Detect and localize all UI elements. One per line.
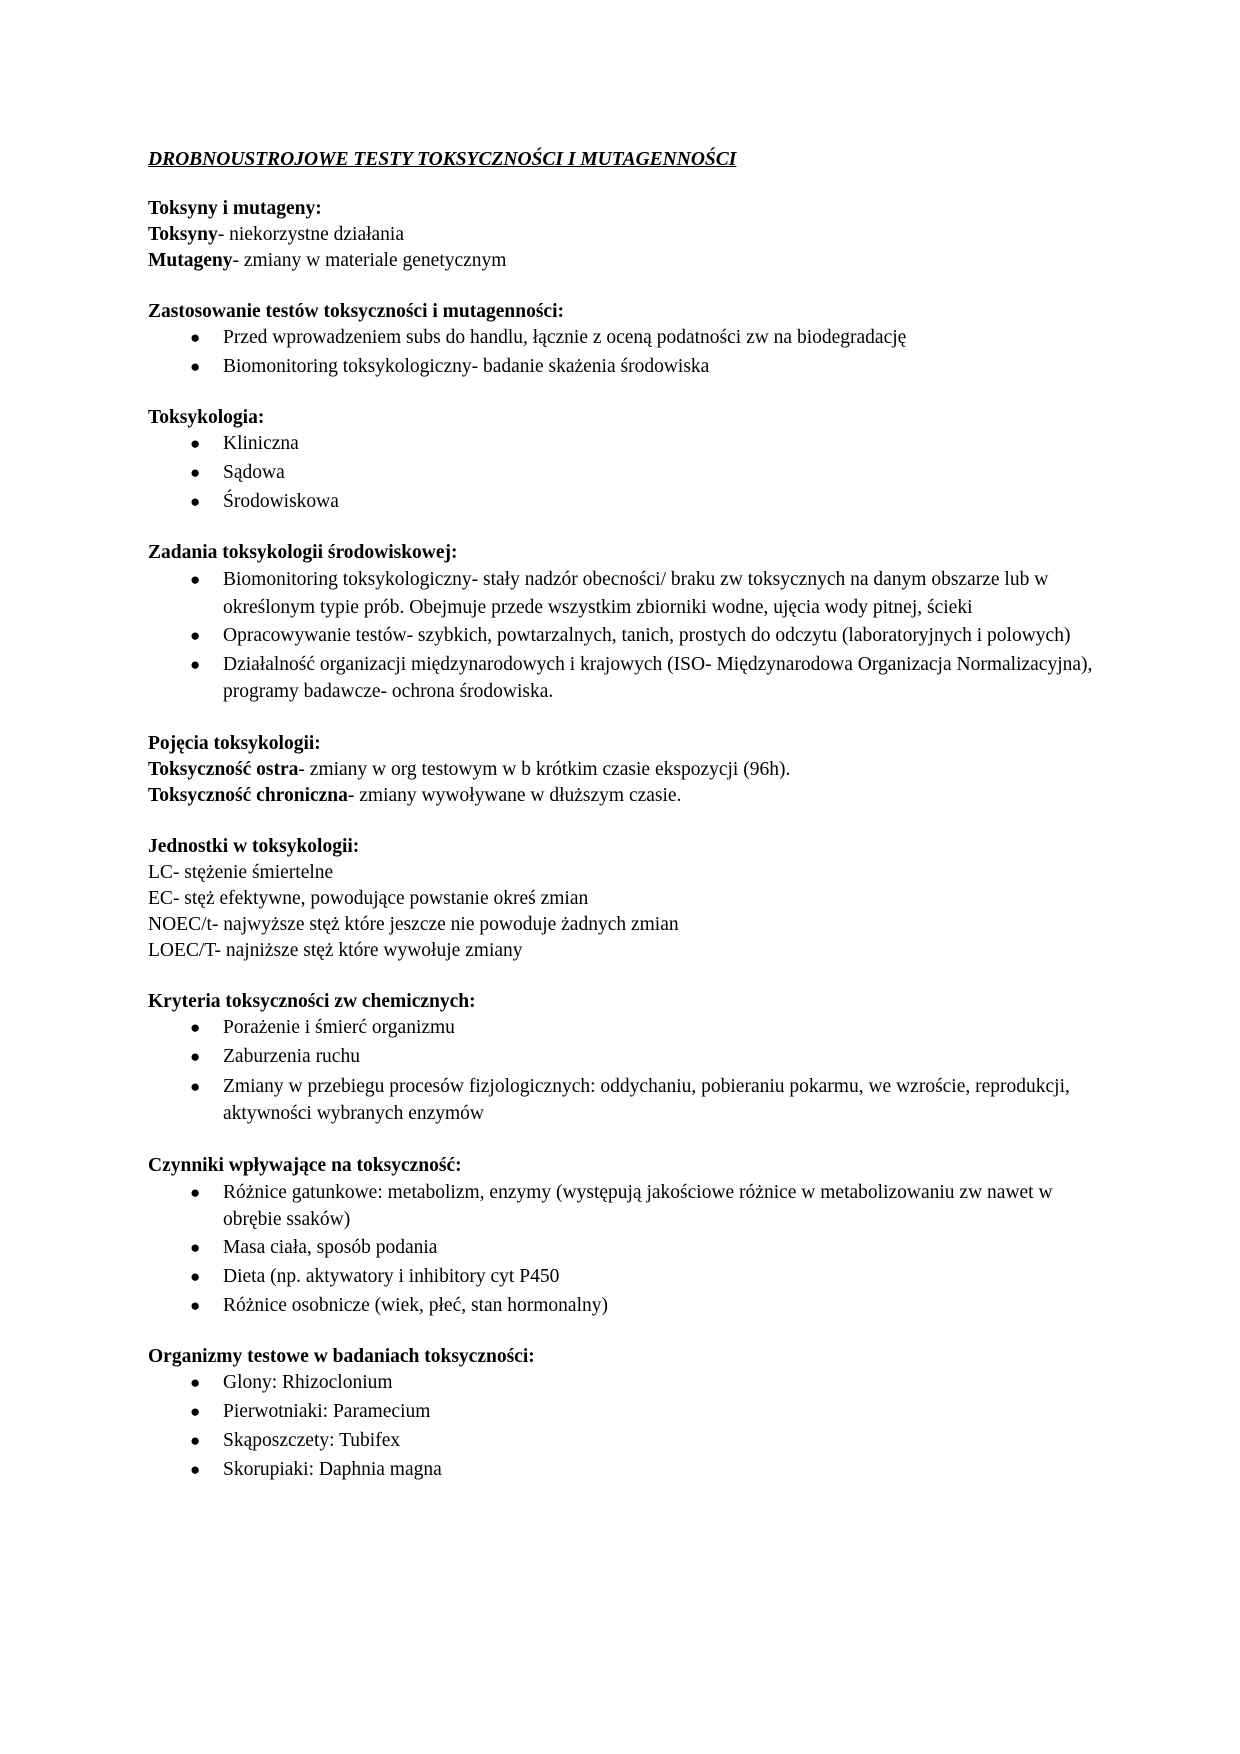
list-item — [148, 354, 1098, 380]
bullet-list — [148, 566, 1098, 706]
list-item-text: Przed wprowadzeniem subs do handlu, łącznie z oceną podatności zw na biodegradację — [223, 327, 907, 348]
list-item-text: Środowiskowa — [223, 491, 339, 512]
list-item-text: Działalność organizacji międzynarodowych i krajowych (ISO- Międzynarodowa Organizacja Normalizacyjna), programy badawcze- ochrona środowiska. — [223, 653, 1093, 702]
bullet-icon: ● — [190, 1076, 201, 1096]
list-item-text: Pierwotniaki: Paramecium — [223, 1400, 431, 1422]
bullet-list — [148, 325, 1098, 380]
list-item — [148, 1399, 1098, 1425]
list-item — [148, 1428, 1098, 1454]
section-heading: Czynniki wpływające na toksyczność: — [148, 1154, 462, 1176]
definition-term: Toksyny — [148, 224, 218, 245]
section-test-applications — [148, 299, 1098, 380]
bullet-icon: ● — [190, 328, 201, 347]
section-toxicology-units — [148, 834, 1098, 964]
list-item — [148, 460, 1098, 486]
bullet-icon: ● — [190, 654, 201, 674]
section-heading: Jednostki w toksykologii: — [148, 835, 360, 857]
list-item-text: Skorupiaki: Daphnia magna — [223, 1458, 442, 1480]
unit-line: LOEC/T- najniższe stęż które wywołuje zmiany — [148, 939, 523, 961]
definition-text: - niekorzystne działania — [217, 224, 404, 245]
list-item — [148, 325, 1098, 351]
bullet-icon: ● — [190, 1295, 201, 1315]
list-item-text: Skąposzczety: Tubifex — [223, 1429, 401, 1451]
section-toxicity-factors — [148, 1153, 1098, 1319]
definition-text: - zmiany w org testowym w b krótkim czasie ekspozycji (96h). — [298, 758, 791, 780]
bullet-list — [148, 1179, 1098, 1319]
bullet-icon: ● — [190, 570, 201, 589]
section-heading: Toksyny i mutageny: — [148, 198, 322, 219]
bullet-icon: ● — [190, 492, 201, 511]
definition-term: Mutageny — [148, 250, 233, 271]
list-item — [148, 489, 1098, 515]
list-item — [148, 1457, 1098, 1483]
bullet-icon: ● — [190, 434, 201, 453]
section-heading: Kryteria toksyczności zw chemicznych: — [148, 990, 476, 1012]
list-item-text: Kliniczna — [223, 433, 299, 454]
bullet-icon: ● — [190, 1401, 201, 1421]
bullet-icon: ● — [190, 1017, 201, 1037]
list-item-text: Sądowa — [223, 462, 285, 483]
bullet-list — [148, 1370, 1098, 1483]
list-item-text: Zaburzenia ruchu — [223, 1045, 360, 1067]
list-item-text: Dieta (np. aktywatory i inhibitory cyt P450 — [223, 1265, 560, 1287]
section-heading: Pojęcia toksykologii: — [148, 732, 321, 754]
list-item — [148, 1370, 1098, 1396]
bullet-icon: ● — [190, 1182, 201, 1202]
list-item-text: Biomonitoring toksykologiczny- badanie skażenia środowiska — [223, 356, 710, 377]
definition-text: - zmiany wywoływane w dłuższym czasie. — [347, 784, 682, 806]
list-item-text: Masa ciała, sposób podania — [223, 1236, 438, 1258]
list-item — [148, 1179, 1098, 1234]
bullet-icon: ● — [190, 1372, 201, 1392]
section-test-organisms — [148, 1344, 1098, 1483]
list-item-text: Zmiany w przebiegu procesów fizjologicznych: oddychaniu, pobieraniu pokarmu, we wzroście, reprodukcji, aktywności wybranych enzymów — [223, 1075, 1070, 1124]
bullet-icon: ● — [190, 1459, 201, 1479]
definition-line — [148, 783, 1098, 809]
list-item — [148, 622, 1098, 650]
list-item-text: Różnice osobnicze (wiek, płeć, stan hormonalny) — [223, 1294, 609, 1316]
list-item — [148, 1044, 1098, 1070]
list-item — [148, 651, 1098, 706]
section-heading: Organizmy testowe w badaniach toksyczności: — [148, 1345, 535, 1367]
list-item — [148, 1293, 1098, 1319]
bullet-icon: ● — [190, 1266, 201, 1286]
bullet-icon: ● — [190, 357, 201, 376]
bullet-list — [148, 431, 1098, 515]
document-title: DROBNOUSTROJOWE TESTY TOKSYCZNOŚCI I MUTAGENNOŚCI — [148, 149, 737, 170]
section-toxins-mutagens — [148, 196, 1098, 274]
document-page — [148, 146, 1098, 1508]
definition-line — [148, 248, 1098, 274]
list-item — [148, 431, 1098, 457]
bullet-icon: ● — [190, 463, 201, 482]
unit-line: EC- stęż efektywne, powodujące powstanie okreś zmian — [148, 887, 589, 909]
section-heading: Zadania toksykologii środowiskowej: — [148, 542, 458, 563]
list-item-text: Biomonitoring toksykologiczny- stały nadzór obecności/ braku zw toksycznych na danym obszarze lub w określonym typie prób. Obejmuje przede wszystkim zbiorniki wodne, ujęcia wody pitnej, ścieki — [223, 569, 1049, 618]
bullet-icon: ● — [190, 1046, 201, 1066]
list-item-text: Opracowywanie testów- szybkich, powtarzalnych, tanich, prostych do odczytu (laboratoryjnych i polowych) — [223, 625, 1071, 646]
section-heading: Zastosowanie testów toksyczności i mutagenności: — [148, 301, 564, 322]
unit-line: LC- stężenie śmiertelne — [148, 861, 334, 883]
list-item — [148, 1015, 1098, 1041]
section-environmental-toxicology-tasks — [148, 540, 1098, 706]
section-toxicology-concepts — [148, 731, 1098, 809]
bullet-icon: ● — [190, 1430, 201, 1450]
definition-line — [148, 757, 1098, 783]
list-item — [148, 1073, 1098, 1128]
section-heading: Toksykologia: — [148, 407, 265, 428]
list-item — [148, 1235, 1098, 1261]
bullet-list — [148, 1015, 1098, 1128]
list-item-text: Glony: Rhizoclonium — [223, 1371, 393, 1393]
section-toxicity-criteria — [148, 989, 1098, 1128]
definition-term: Toksyczność ostra — [148, 758, 299, 780]
bullet-icon: ● — [190, 1237, 201, 1257]
list-item — [148, 566, 1098, 621]
list-item — [148, 1264, 1098, 1290]
list-item-text: Porażenie i śmierć organizmu — [223, 1016, 455, 1038]
definition-term: Toksyczność chroniczna — [148, 784, 348, 806]
list-item-text: Różnice gatunkowe: metabolizm, enzymy (występują jakościowe różnice w metabolizowaniu zw nawet w obrębie ssaków) — [223, 1181, 1053, 1230]
section-toxicology-types — [148, 405, 1098, 515]
unit-line: NOEC/t- najwyższe stęż które jeszcze nie powoduje żadnych zmian — [148, 913, 679, 935]
bullet-icon: ● — [190, 626, 201, 645]
definition-text: - zmiany w materiale genetycznym — [232, 250, 507, 271]
definition-line — [148, 222, 1098, 248]
